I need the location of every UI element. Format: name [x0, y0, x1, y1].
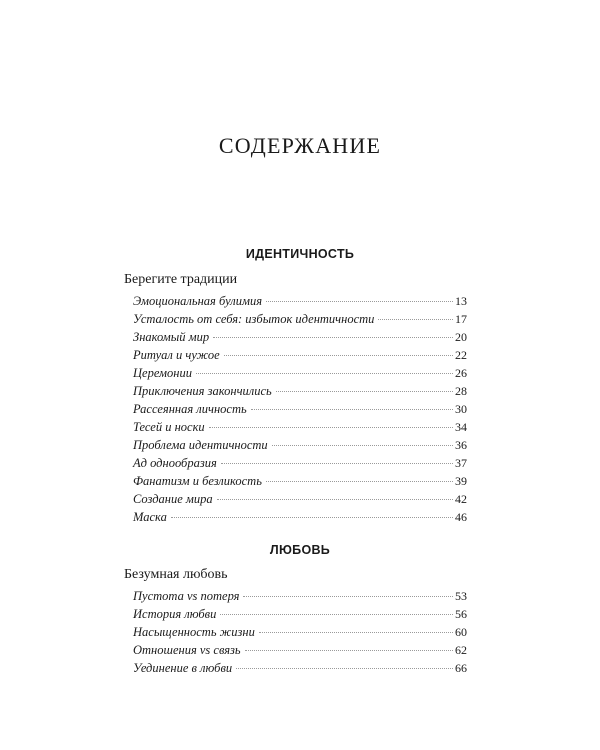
toc-entry-label: Рассеянная личность — [133, 402, 247, 416]
toc-entry-page: 37 — [455, 456, 467, 470]
toc-entry-label: Приключения закончились — [133, 384, 272, 398]
toc-entry-page: 34 — [455, 420, 467, 434]
toc-entry-page: 30 — [455, 402, 467, 416]
toc-entry[interactable] — [133, 347, 467, 363]
toc-entry-page: 42 — [455, 492, 467, 506]
toc-entry-page: 46 — [455, 510, 467, 524]
dot-leader — [213, 337, 453, 338]
toc-entry[interactable] — [133, 311, 467, 327]
toc-entry[interactable] — [133, 293, 467, 309]
section-heading-identity: ИДЕНТИЧНОСТЬ — [245, 247, 355, 261]
toc-entry-page: 39 — [455, 474, 467, 488]
toc-entry-label: Усталость от себя: избыток идентичности — [133, 312, 375, 326]
toc-entry-label: Пустота vs потеря — [133, 589, 240, 603]
toc-entry-label: Эмоциональная булимия — [133, 294, 263, 308]
dot-leader — [266, 481, 453, 482]
toc-entry[interactable] — [133, 642, 467, 658]
dot-leader — [243, 596, 453, 597]
toc-entry-page: 56 — [455, 607, 467, 621]
toc-entry[interactable] — [133, 624, 467, 640]
toc-entry-label: Ад однообразия — [133, 456, 217, 470]
toc-entry-label: История любви — [133, 607, 217, 621]
toc-entry-label: Проблема идентичности — [133, 438, 268, 452]
toc-entry[interactable] — [133, 437, 467, 453]
toc-entry-label: Уединение в любви — [133, 661, 233, 675]
toc-entry[interactable] — [133, 660, 467, 676]
toc-entry[interactable] — [133, 509, 467, 525]
dot-leader — [272, 445, 453, 446]
toc-entry-page: 17 — [455, 312, 467, 326]
dot-leader — [221, 463, 453, 464]
section-heading-love: ЛЮБОВЬ — [269, 543, 331, 557]
toc-entry[interactable] — [133, 588, 467, 604]
toc-entry-page: 28 — [455, 384, 467, 398]
toc-entry-page: 22 — [455, 348, 467, 362]
toc-entry[interactable] — [133, 329, 467, 345]
toc-entry[interactable] — [133, 365, 467, 381]
toc-entry-label: Насыщенность жизни — [133, 625, 255, 639]
toc-entry-page: 66 — [455, 661, 467, 675]
toc-entry-page: 60 — [455, 625, 467, 639]
dot-leader — [209, 427, 453, 428]
toc-entry[interactable] — [133, 473, 467, 489]
toc-entry-label: Фанатизм и безликость — [133, 474, 262, 488]
part-title-traditions: Берегите традиции — [124, 272, 238, 287]
dot-leader — [378, 319, 453, 320]
dot-leader — [217, 499, 453, 500]
toc-entry[interactable] — [133, 455, 467, 471]
page-title: СОДЕРЖАНИЕ — [218, 133, 382, 158]
toc-entry-page: 13 — [455, 294, 467, 308]
dot-leader — [171, 517, 453, 518]
toc-entry[interactable] — [133, 383, 467, 399]
dot-leader — [276, 391, 453, 392]
toc-entry-label: Отношения vs связь — [133, 643, 241, 657]
dot-leader — [259, 632, 453, 633]
toc-entry[interactable] — [133, 401, 467, 417]
toc-entry-label: Ритуал и чужое — [133, 348, 220, 362]
toc-entry[interactable] — [133, 419, 467, 435]
toc-entry-page: 36 — [455, 438, 467, 452]
toc-entry-label: Церемонии — [133, 366, 192, 380]
toc-entry-page: 53 — [455, 589, 467, 603]
dot-leader — [224, 355, 453, 356]
toc-entry-label: Знакомый мир — [133, 330, 210, 344]
dot-leader — [236, 668, 453, 669]
dot-leader — [251, 409, 453, 410]
part-title-mad-love: Безумная любовь — [124, 567, 228, 582]
toc-entry-label: Тесей и носки — [133, 420, 205, 434]
dot-leader — [266, 301, 453, 302]
toc-entry-page: 20 — [455, 330, 467, 344]
toc-entry-label: Создание мира — [133, 492, 213, 506]
dot-leader — [196, 373, 453, 374]
dot-leader — [245, 650, 453, 651]
toc-entry-page: 26 — [455, 366, 467, 380]
toc-entry-label: Маска — [133, 510, 167, 524]
toc-entry[interactable] — [133, 606, 467, 622]
toc-entry-page: 62 — [455, 643, 467, 657]
dot-leader — [220, 614, 453, 615]
toc-entry[interactable] — [133, 491, 467, 507]
